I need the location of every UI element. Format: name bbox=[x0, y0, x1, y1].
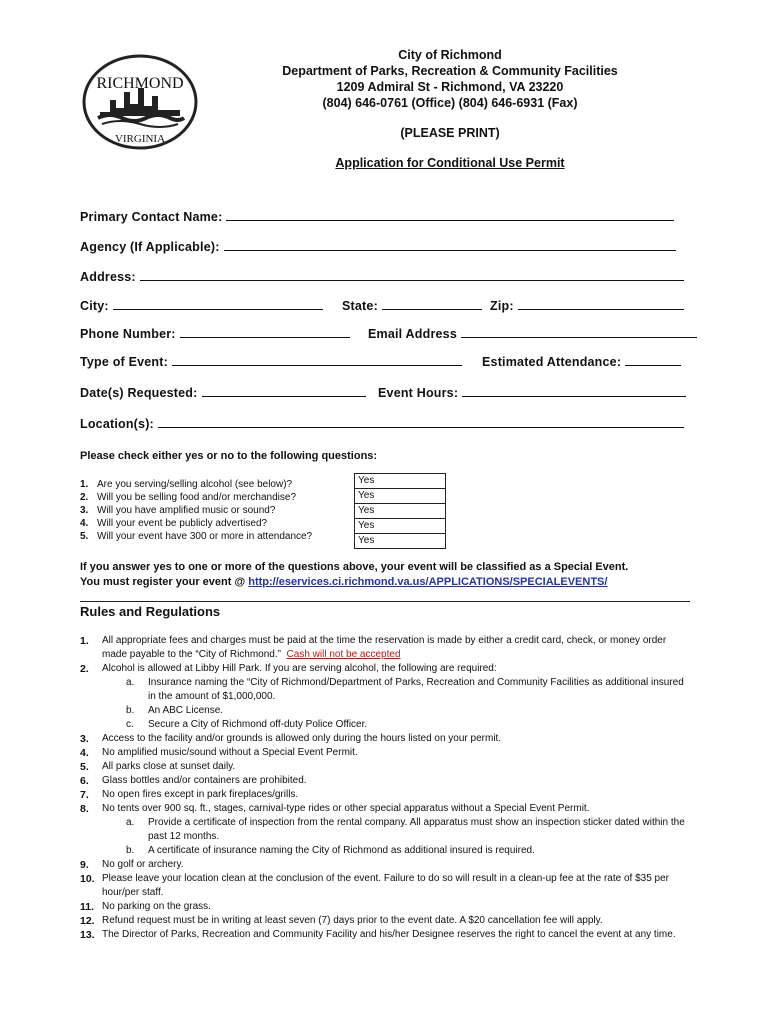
section-divider bbox=[80, 601, 690, 602]
rule-item: 11. No parking on the grass. bbox=[80, 901, 211, 913]
rule-item: 3. Access to the facility and/or grounds is allowed only during the hours listed on your permit. bbox=[80, 733, 502, 745]
answer-field[interactable]: Yes bbox=[354, 488, 446, 503]
hours-label: Event Hours: bbox=[378, 386, 459, 400]
answer-field[interactable]: Yes bbox=[354, 518, 446, 533]
cash-warning: Cash will not be accepted bbox=[286, 649, 401, 660]
primary-contact-label: Primary Contact Name: bbox=[80, 210, 223, 224]
rule-subitem: c. Secure a City of Richmond off-duty Police Officer. bbox=[126, 719, 368, 730]
attendance-field[interactable] bbox=[625, 353, 681, 366]
hours-field[interactable] bbox=[462, 384, 686, 397]
rule-item: 13. The Director of Parks, Recreation and Community Facility and his/her Designee reserves the right to cancel the event at any time. bbox=[80, 929, 676, 941]
rule-subitem: b. A certificate of insurance naming the City of Richmond as additional insured is required. bbox=[126, 845, 535, 856]
letterhead bbox=[250, 47, 650, 171]
event-type-field[interactable] bbox=[172, 353, 462, 366]
application-title: Application for Conditional Use Permit bbox=[335, 156, 565, 170]
primary-contact-field[interactable] bbox=[226, 208, 674, 221]
agency-label: Agency (If Applicable): bbox=[80, 240, 220, 254]
department-phone: (804) 646-0761 (Office) (804) 646-6931 (Fax) bbox=[322, 96, 578, 110]
rule-subitem: a. Provide a certificate of inspection from the rental company. All apparatus must show an inspection sticker dated within the past 12 months. bbox=[126, 817, 685, 842]
rule-item: 7. No open fires except in park fireplaces/grills. bbox=[80, 789, 299, 801]
answer-field[interactable]: Yes bbox=[354, 533, 446, 549]
locations-label: Location(s): bbox=[80, 417, 154, 431]
locations-row bbox=[80, 415, 684, 431]
rule-item: 2. Alcohol is allowed at Libby Hill Park. If you are serving alcohol, the following are required: bbox=[80, 663, 497, 675]
special-event-note bbox=[80, 560, 628, 590]
special-event-line1: If you answer yes to one or more of the questions above, your event will be classified as a Special Event. bbox=[80, 561, 629, 573]
question-item: 5. Will your event have 300 or more in attendance? bbox=[80, 531, 313, 542]
logo-bottom-text: VIRGINIA bbox=[114, 133, 166, 145]
rule-item: 1. All appropriate fees and charges must be paid at the time the reservation is made by either a credit card, check, or money order made payable to the “City of Richmond.” Cash will not be accepted bbox=[80, 635, 667, 660]
department-address: 1209 Admiral St - Richmond, VA 23220 bbox=[336, 80, 564, 94]
please-print-note: (PLEASE PRINT) bbox=[400, 126, 500, 140]
rules-list bbox=[80, 634, 692, 942]
primary-contact-row bbox=[80, 208, 674, 224]
question-item: 3. Will you have amplified music or sound? bbox=[80, 505, 276, 516]
rule-item: 8. No tents over 900 sq. ft., stages, carnival-type rides or other special apparatus without a Special Event Permit. bbox=[80, 803, 590, 815]
rule-item: 5. All parks close at sunset daily. bbox=[80, 761, 236, 773]
zip-field[interactable] bbox=[518, 297, 684, 310]
zip-label: Zip: bbox=[490, 299, 514, 313]
questions-heading: Please check either yes or no to the following questions: bbox=[80, 450, 378, 462]
richmond-logo bbox=[80, 52, 200, 152]
rule-item: 6. Glass bottles and/or containers are prohibited. bbox=[80, 775, 307, 787]
city-name: City of Richmond bbox=[398, 48, 502, 62]
rule-subitem: a. Insurance naming the “City of Richmond/Department of Parks, Recreation and Community Facilities as additional insured in the amount of $1,000,000. bbox=[126, 677, 684, 702]
answer-field[interactable]: Yes bbox=[354, 473, 446, 488]
phone-field[interactable] bbox=[180, 325, 350, 338]
question-item: 2. Will you be selling food and/or merchandise? bbox=[80, 492, 296, 503]
city-field[interactable] bbox=[113, 297, 323, 310]
question-item: 1. Are you serving/selling alcohol (see below)? bbox=[80, 479, 293, 490]
dates-field[interactable] bbox=[202, 384, 366, 397]
answer-field[interactable]: Yes bbox=[354, 503, 446, 518]
rule-item: 12. Refund request must be in writing at least seven (7) days prior to the event date. A $20 cancellation fee will apply. bbox=[80, 915, 603, 927]
department-name: Department of Parks, Recreation & Community Facilities bbox=[282, 64, 618, 78]
phone-email-row bbox=[80, 325, 690, 341]
attendance-label: Estimated Attendance: bbox=[482, 355, 622, 369]
locations-field[interactable] bbox=[158, 415, 684, 428]
state-label: State: bbox=[342, 299, 378, 313]
questions-list bbox=[80, 478, 312, 543]
agency-row bbox=[80, 238, 676, 254]
address-row bbox=[80, 268, 684, 284]
address-field[interactable] bbox=[140, 268, 684, 281]
city-label: City: bbox=[80, 299, 109, 313]
agency-field[interactable] bbox=[224, 238, 676, 251]
dates-label: Date(s) Requested: bbox=[80, 386, 198, 400]
logo-top-text: RICHMOND bbox=[96, 75, 184, 92]
rules-title: Rules and Regulations bbox=[80, 604, 221, 619]
question-item: 4. Will your event be publicly advertised? bbox=[80, 518, 268, 529]
rule-subitem: b. An ABC License. bbox=[126, 705, 224, 716]
phone-label: Phone Number: bbox=[80, 327, 176, 341]
answers-box bbox=[354, 473, 446, 549]
rule-item: 4. No amplified music/sound without a Special Event Permit. bbox=[80, 747, 358, 759]
email-field[interactable] bbox=[461, 325, 697, 338]
event-type-row bbox=[80, 353, 690, 369]
event-type-label: Type of Event: bbox=[80, 355, 168, 369]
rule-item: 10. Please leave your location clean at the conclusion of the event. Failure to do so will result in a clean-up fee at the rate of $35 per hour/per staff. bbox=[80, 873, 670, 898]
city-state-zip-row bbox=[80, 297, 690, 313]
special-event-line2: You must register your event @ bbox=[80, 576, 249, 588]
dates-hours-row bbox=[80, 384, 690, 400]
special-event-link[interactable]: http://eservices.ci.richmond.va.us/APPLICATIONS/SPECIALEVENTS/ bbox=[248, 576, 608, 588]
address-label: Address: bbox=[80, 270, 136, 284]
state-field[interactable] bbox=[382, 297, 482, 310]
email-label: Email Address bbox=[368, 327, 457, 341]
rule-item: 9. No golf or archery. bbox=[80, 859, 184, 871]
